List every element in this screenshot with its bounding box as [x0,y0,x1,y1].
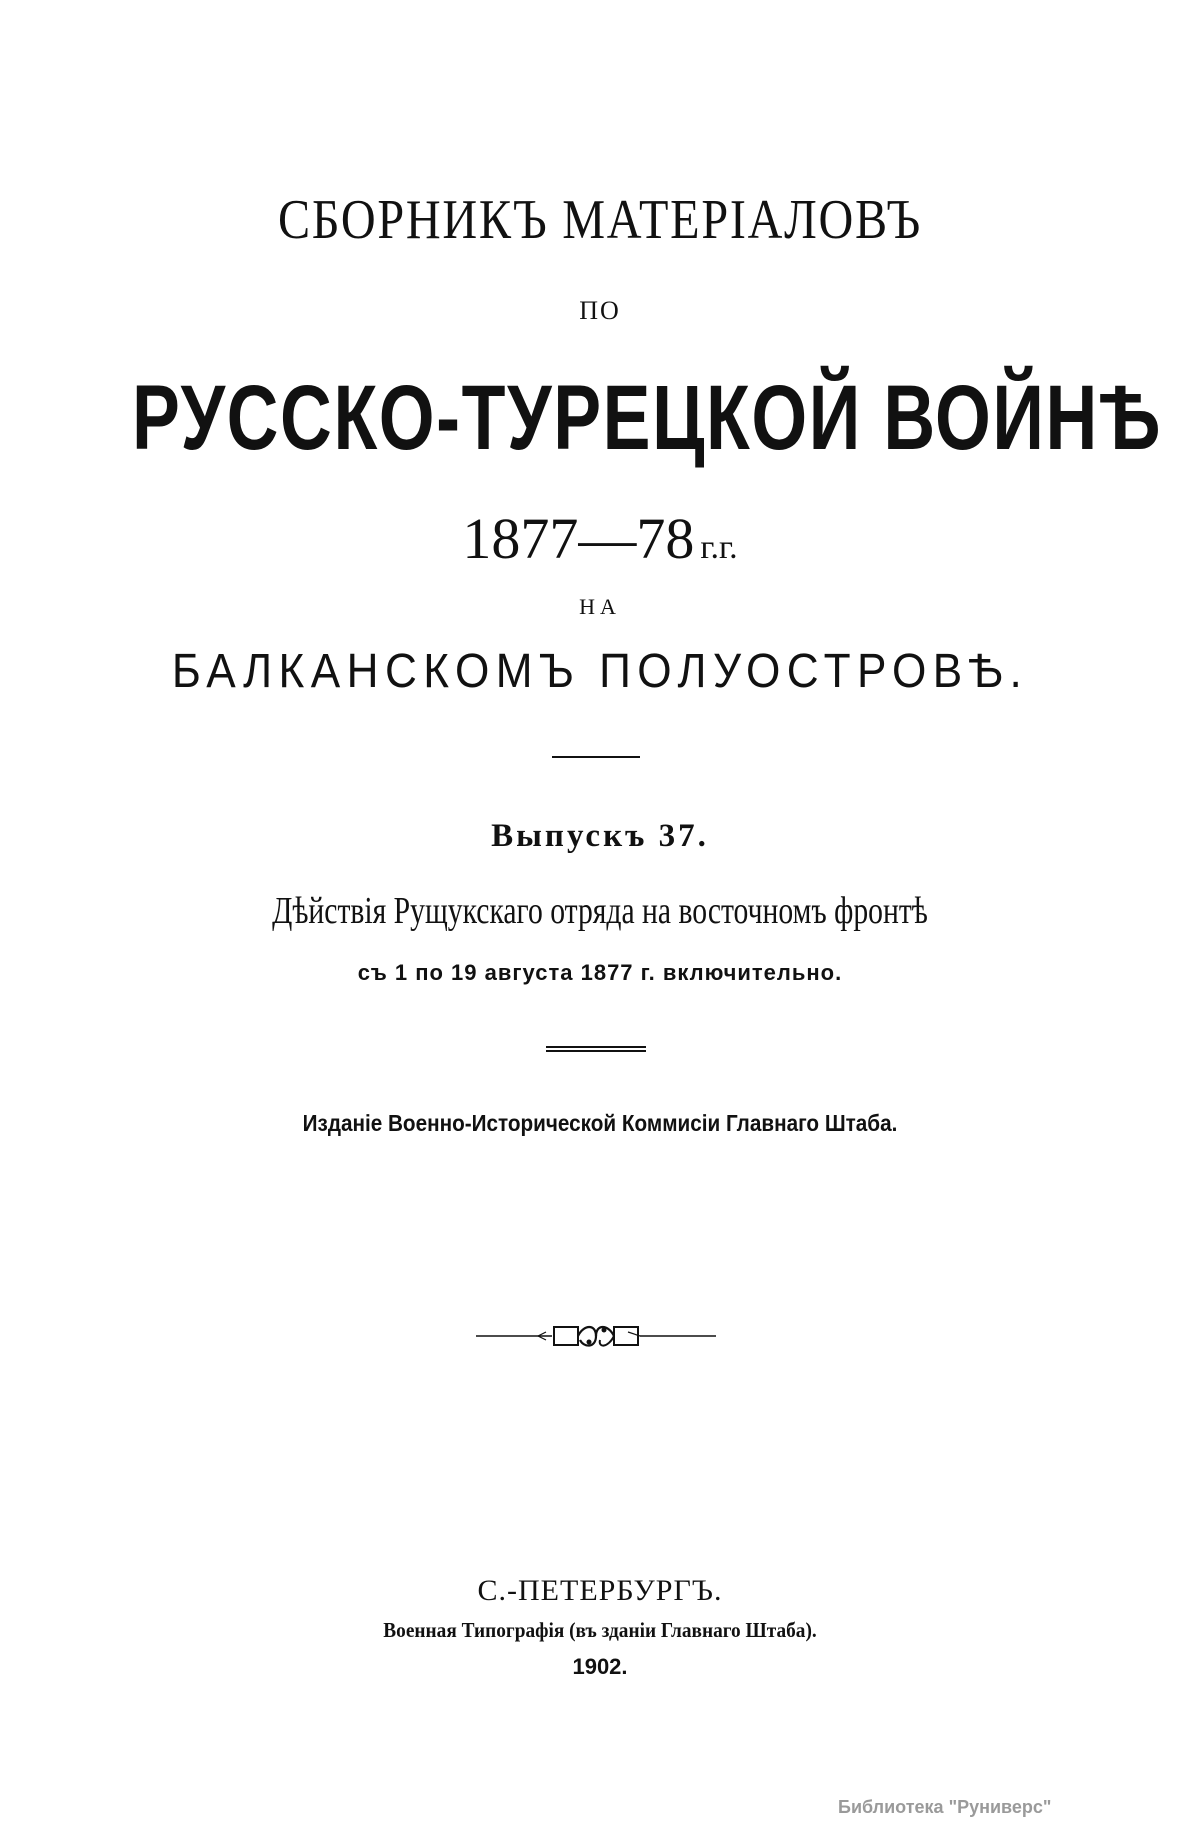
war-title: РУССКО-ТУРЕЦКОЙ ВОЙНѢ [132,367,1163,469]
issue-number: Выпускъ 37. [491,818,709,854]
publication-year: 1902. [572,1654,628,1679]
war-years [0,506,1200,571]
edition-note: Изданіе Военно-Исторической Коммисіи Главнаго Штаба. [302,1110,898,1136]
printing-house: Военная Типографія (въ зданіи Главнаго Штаба). [383,1618,817,1642]
double-divider [546,1046,646,1052]
publication-city: С.-ПЕТЕРБУРГЪ. [477,1574,723,1607]
preposition-na: НА [579,594,621,619]
preposition-po: ПО [579,296,621,325]
peninsula-title: БАЛКАНСКОМЪ ПОЛУОСТРОВѢ. [171,645,1029,698]
short-divider [552,756,640,758]
ornament-flourish-icon [476,1318,716,1354]
date-range: съ 1 по 19 августа 1877 г. включительно. [357,960,843,985]
years-range: 1877—78 [462,506,695,571]
collection-title: СБОРНИКЪ МАТЕРІАЛОВЪ [278,189,922,251]
volume-subtitle: Дѣйствія Рущукскаго отряда на восточномъ фронтѣ [272,890,928,932]
library-watermark: Библиотека "Руниверс" [838,1797,1052,1817]
years-suffix: г.г. [700,529,738,566]
